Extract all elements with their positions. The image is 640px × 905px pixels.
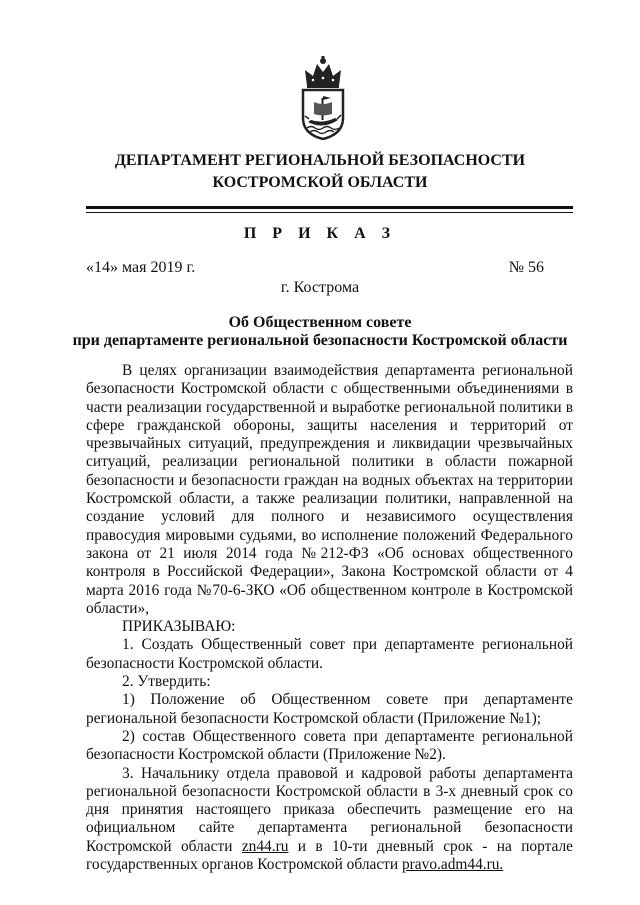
header-rule-thick [86, 206, 573, 209]
site-link-zn44[interactable]: zn44.ru [241, 837, 289, 855]
order-city: г. Кострома [280, 279, 360, 296]
department-name-line1: ДЕПАРТАМЕНТ РЕГИОНАЛЬНОЙ БЕЗОПАСНОСТИ [114, 152, 526, 169]
order-body [86, 362, 573, 874]
item-3-text-part1: 3. Начальнику отдела правовой и кадровой работы департамента региональной безопасности Костромской области в 3-х дневный срок со дня принятия настоящего приказа обеспечить размещение его на официальном сайте департамента региональной безопасности Костромской области [86, 764, 573, 855]
item-3 [86, 765, 573, 875]
preamble-paragraph: В целях организации взаимодействия департамента региональной безопасности Костромской области с общественными объединениями в части реализации государственной и выработке региональной политики в сфере гражданской обороны, защиты населения и территорий от чрезвычайных ситуаций, предупреждения и ликвидации чрезвычайных ситуаций, реализации региональной политики в области пожарной безопасности и безопасности граждан на водных объектах на территории Костромской области, а также реализации политики, направленной на создание условий для полного и независимого осуществления правосудия мировыми судьями, во исполнение положений Федерального закона от 21 июля 2014 года №212-ФЗ «Об основах общественного контроля в Российской Федерации», Закона Костромской области от 4 марта 2016 года №70-6-ЗКО «Об общественном контроле в Костромской области», [86, 362, 573, 617]
subject-line2: при департаменте региональной безопасности Костромской области [72, 332, 568, 349]
subject-line1: Об Общественном совете [228, 314, 412, 331]
order-number: № 56 [508, 259, 544, 276]
item-3-text-part2: и в 10-ти дневный срок - на портале государственных органов Костромской области [86, 837, 574, 874]
item-1: 1. Создать Общественный совет при департаменте региональной безопасности Костромской области. [86, 636, 573, 672]
header-rule-thin [86, 212, 573, 213]
site-link-pravo[interactable]: pravo.adm44.ru. [401, 856, 504, 874]
kostroma-coat-of-arms-icon [297, 56, 349, 140]
document-title: П Р И К А З [243, 225, 397, 242]
department-name-line2: КОСТРОМСКОЙ ОБЛАСТИ [212, 174, 428, 191]
order-date: «14» мая 2019 г. [86, 259, 196, 276]
item-2: 2. Утвердить: [122, 673, 211, 691]
order-word: ПРИКАЗЫВАЮ: [122, 618, 236, 636]
item-2-2: 2) состав Общественного совета при департаменте региональной безопасности Костромской области (Приложение №2). [86, 727, 573, 764]
item-2-1: 1) Положение об Общественном совете при департаменте региональной безопасности Костромской области (Приложение №1); [86, 691, 573, 727]
